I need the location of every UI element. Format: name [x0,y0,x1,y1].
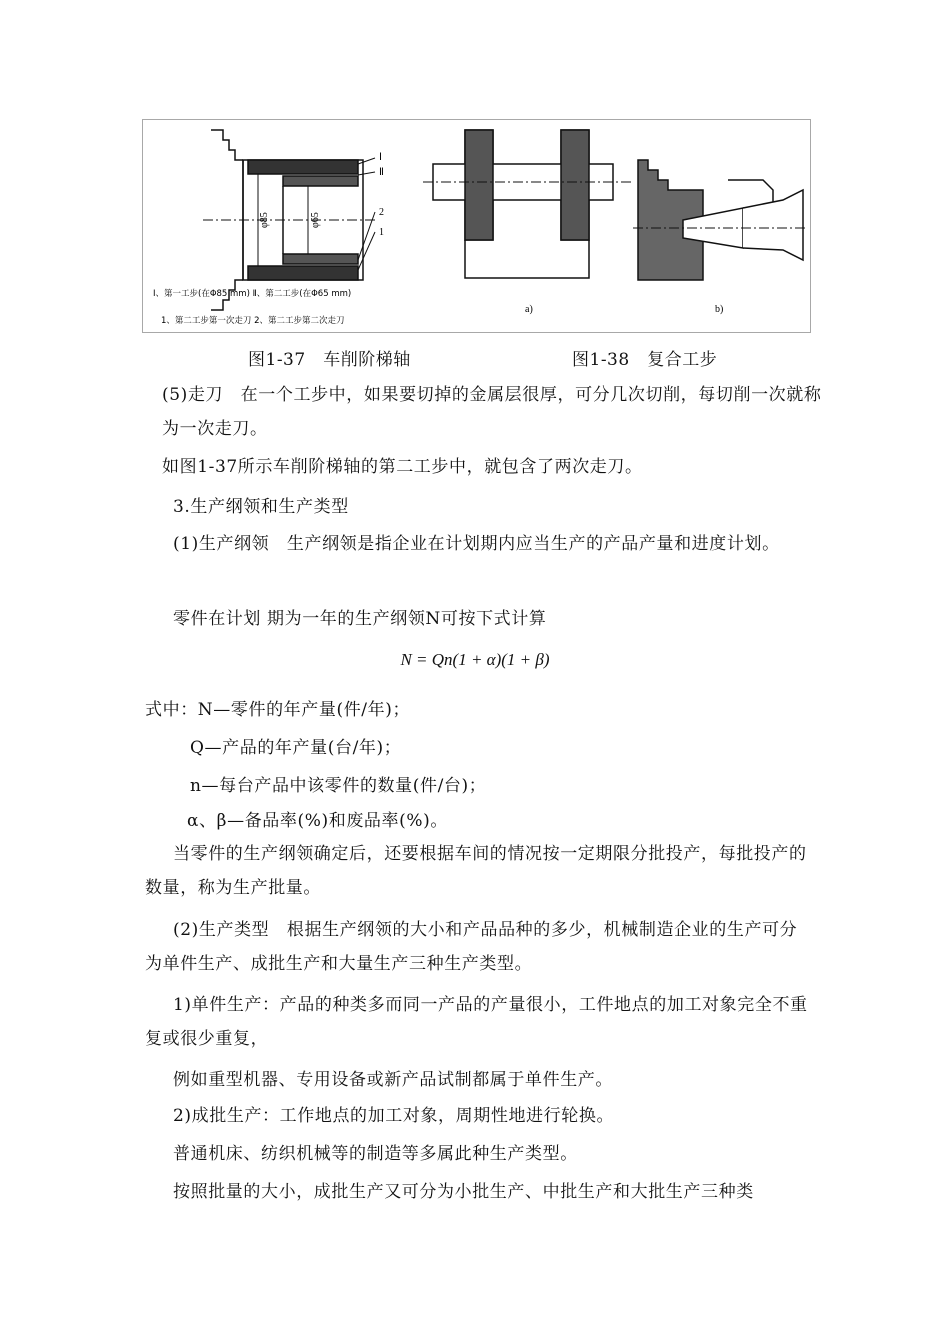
label-step-one: Ⅰ [379,152,382,163]
section-heading-production: 3.生产纲领和生产类型 [173,497,349,517]
paragraph-single-example: 例如重型机器、专用设备或新产品试制都属于单件生产。 [173,1070,613,1090]
paragraph-production-program: (1)生产纲领 生产纲领是指企业在计划期内应当生产的产品产量和进度计划。 [173,534,780,554]
paragraph-batch-sizes: 按照批量的大小，成批生产又可分为小批生产、中批生产和大批生产三种类 [173,1182,754,1202]
figure-panel [142,119,811,333]
definition-q: Q—产品的年产量(台/年)； [190,738,402,758]
figure-legend-line-1: Ⅰ、第一工步(在Φ85 mm) Ⅱ、第二工步(在Φ65 mm) [153,289,352,299]
dim-outer-diameter: φ85 [259,212,270,228]
figure-legend-line-2: 1、第二工步第一次走刀 2、第二工步第二次走刀 [161,316,345,326]
caption-fig-1-38: 图1-38 复合工步 [572,350,718,370]
gang-milling-drawing [423,130,633,278]
definition-alpha-beta: α、β—备品率(%)和废品率(%)。 [187,811,448,831]
paragraph-production-type: (2)生产类型 根据生产纲领的大小和产品品种的多少，机械制造企业的生产可分为单件生产、成批生产和大量生产三种生产类型。 [145,920,798,974]
paragraph-formula-intro: 零件在计划 期为一年的生产纲领N可按下式计算 [173,609,547,629]
label-step-two: Ⅱ [379,167,384,178]
subfigure-label-a: a) [525,304,533,315]
dim-inner-diameter: φ65 [310,212,321,228]
caption-fig-1-37: 图1-37 车削阶梯轴 [248,350,411,370]
compound-tool-drawing [633,160,808,280]
paragraph-example: 如图1-37所示车削阶梯轴的第二工步中，就包含了两次走刀。 [162,457,643,477]
definition-lowercase-n: n—每台产品中该零件的数量(件/台)； [190,776,487,796]
paragraph-batch-production: 2)成批生产：工作地点的加工对象，周期性地进行轮换。 [173,1106,615,1126]
subfigure-label-b: b) [715,304,724,315]
definition-n: 式中：N—零件的年产量(件/年)； [145,700,411,720]
paragraph-batch-example: 普通机床、纺织机械等的制造等多属此种生产类型。 [173,1144,578,1164]
paragraph-batch-size: 当零件的生产纲领确定后，还要根据车间的情况按一定期限分批投产，每批投产的数量，称为生产批量。 [145,844,807,898]
label-pass-2: 2 [379,207,384,218]
paragraph-single-production: 1)单件生产：产品的种类多而同一产品的产量很小，工件地点的加工对象完全不重复或很少重复， [145,995,808,1049]
machining-figure [143,120,812,334]
stepped-shaft-drawing [203,130,378,310]
formula: N = Qn(1 + α)(1 + β) [400,650,550,669]
label-pass-1: 1 [379,227,384,238]
paragraph-feed-pass: (5)走刀 在一个工步中，如果要切掉的金属层很厚，可分几次切削，每切削一次就称为一次走刀。 [162,385,822,439]
